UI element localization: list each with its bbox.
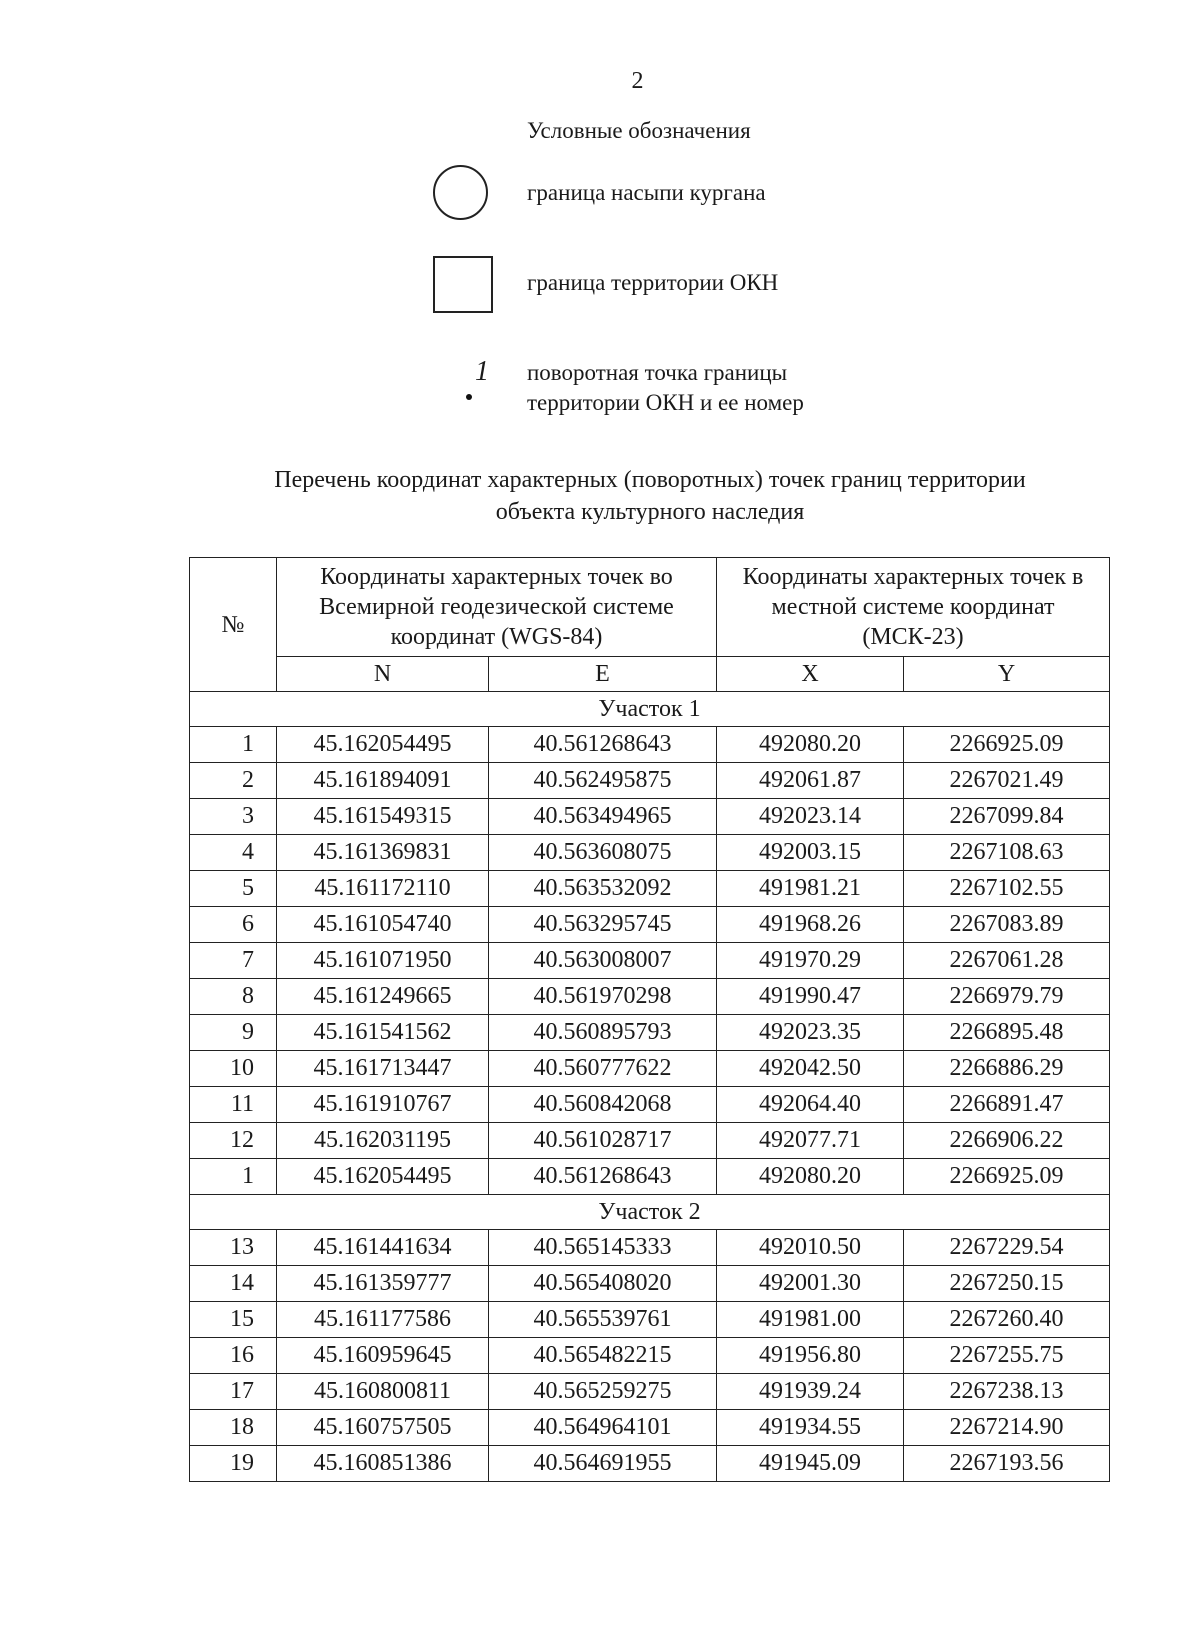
table-row [190, 727, 1110, 763]
wgs-n: 45.160800811 [277, 1374, 489, 1410]
msk-x: 491981.00 [717, 1302, 904, 1338]
wgs-e: 40.565539761 [489, 1302, 717, 1338]
wgs-e: 40.563008007 [489, 943, 717, 979]
msk-y: 2267255.75 [904, 1338, 1110, 1374]
wgs-n: 45.161541562 [277, 1015, 489, 1051]
table-row [190, 979, 1110, 1015]
point-number: 2 [190, 763, 277, 799]
msk-x: 492064.40 [717, 1087, 904, 1123]
header-x: X [717, 657, 904, 692]
wgs-e: 40.565145333 [489, 1230, 717, 1266]
msk-y: 2266906.22 [904, 1123, 1110, 1159]
wgs-n: 45.160851386 [277, 1446, 489, 1482]
msk-x: 492080.20 [717, 1159, 904, 1195]
msk-x: 492080.20 [717, 727, 904, 763]
msk-y: 2266895.48 [904, 1015, 1110, 1051]
msk-x: 491934.55 [717, 1410, 904, 1446]
wgs-e: 40.561028717 [489, 1123, 717, 1159]
table-row [190, 1159, 1110, 1195]
table-row [190, 1374, 1110, 1410]
wgs-e: 40.565259275 [489, 1374, 717, 1410]
table-row [190, 1123, 1110, 1159]
msk-y: 2267099.84 [904, 799, 1110, 835]
turning-point-number: 1 [475, 356, 489, 387]
wgs-n: 45.161177586 [277, 1302, 489, 1338]
wgs-n: 45.161359777 [277, 1266, 489, 1302]
section-2-rows [190, 1230, 1110, 1482]
msk-y: 2267229.54 [904, 1230, 1110, 1266]
wgs-n: 45.161369831 [277, 835, 489, 871]
wgs-n: 45.162054495 [277, 727, 489, 763]
wgs-e: 40.561268643 [489, 1159, 717, 1195]
wgs-n: 45.161549315 [277, 799, 489, 835]
table-row [190, 907, 1110, 943]
msk-x: 491981.21 [717, 871, 904, 907]
legend-point-label-line1: поворотная точка границы [527, 360, 788, 385]
point-number: 14 [190, 1266, 277, 1302]
point-number: 12 [190, 1123, 277, 1159]
msk-y: 2266891.47 [904, 1087, 1110, 1123]
wgs-e: 40.563295745 [489, 907, 717, 943]
msk-y: 2267083.89 [904, 907, 1110, 943]
wgs-e: 40.561268643 [489, 727, 717, 763]
msk-x: 492077.71 [717, 1123, 904, 1159]
point-number: 9 [190, 1015, 277, 1051]
point-number: 10 [190, 1051, 277, 1087]
wgs-n: 45.161071950 [277, 943, 489, 979]
table-row [190, 1446, 1110, 1482]
header-e: E [489, 657, 717, 692]
table-row [190, 1051, 1110, 1087]
header-number: № [190, 558, 277, 692]
msk-y: 2266925.09 [904, 1159, 1110, 1195]
msk-y: 2267250.15 [904, 1266, 1110, 1302]
point-number: 1 [190, 1159, 277, 1195]
msk-y: 2266925.09 [904, 727, 1110, 763]
point-number: 3 [190, 799, 277, 835]
legend-point-label-line2: территории ОКН и ее номер [527, 390, 804, 415]
msk-x: 492010.50 [717, 1230, 904, 1266]
msk-x: 491968.26 [717, 907, 904, 943]
header-y: Y [904, 657, 1110, 692]
point-number: 8 [190, 979, 277, 1015]
msk-y: 2267193.56 [904, 1446, 1110, 1482]
point-number: 16 [190, 1338, 277, 1374]
legend-circle-label: граница насыпи кургана [527, 180, 766, 205]
wgs-e: 40.564691955 [489, 1446, 717, 1482]
msk-y: 2267260.40 [904, 1302, 1110, 1338]
msk-y: 2267214.90 [904, 1410, 1110, 1446]
header-n: N [277, 657, 489, 692]
table-row [190, 1302, 1110, 1338]
msk-x: 491990.47 [717, 979, 904, 1015]
msk-y: 2266979.79 [904, 979, 1110, 1015]
header-wgs84: Координаты характерных точек во Всемирной геодезической системе координат (WGS-84) [277, 558, 717, 657]
wgs-n: 45.161441634 [277, 1230, 489, 1266]
table-row [190, 835, 1110, 871]
table-row [190, 1410, 1110, 1446]
table-row [190, 1266, 1110, 1302]
msk-x: 492003.15 [717, 835, 904, 871]
wgs-e: 40.563532092 [489, 871, 717, 907]
wgs-e: 40.565482215 [489, 1338, 717, 1374]
wgs-n: 45.162031195 [277, 1123, 489, 1159]
wgs-e: 40.565408020 [489, 1266, 717, 1302]
msk-x: 492023.35 [717, 1015, 904, 1051]
wgs-n: 45.161894091 [277, 763, 489, 799]
table-row [190, 799, 1110, 835]
point-number: 11 [190, 1087, 277, 1123]
point-number: 5 [190, 871, 277, 907]
table-row [190, 763, 1110, 799]
point-number: 15 [190, 1302, 277, 1338]
msk-x: 491945.09 [717, 1446, 904, 1482]
point-number: 7 [190, 943, 277, 979]
wgs-e: 40.560777622 [489, 1051, 717, 1087]
msk-x: 492042.50 [717, 1051, 904, 1087]
table-row [190, 1015, 1110, 1051]
legend-point-label [527, 358, 804, 418]
coordinates-table [189, 557, 1110, 1482]
wgs-e: 40.563494965 [489, 799, 717, 835]
msk-y: 2267021.49 [904, 763, 1110, 799]
wgs-n: 45.161713447 [277, 1051, 489, 1087]
section-1-rows [190, 727, 1110, 1195]
territory-boundary-square-icon [433, 256, 493, 313]
turning-point-icon [458, 356, 498, 406]
table-row [190, 1230, 1110, 1266]
wgs-e: 40.561970298 [489, 979, 717, 1015]
msk-y: 2267108.63 [904, 835, 1110, 871]
wgs-n: 45.160959645 [277, 1338, 489, 1374]
wgs-e: 40.560842068 [489, 1087, 717, 1123]
coordinates-list-title [150, 464, 1150, 528]
msk-x: 492001.30 [717, 1266, 904, 1302]
page-number: 2 [631, 68, 644, 94]
section-1-label: Участок 1 [190, 692, 1110, 727]
wgs-n: 45.161910767 [277, 1087, 489, 1123]
point-number: 6 [190, 907, 277, 943]
point-number: 19 [190, 1446, 277, 1482]
wgs-n: 45.161249665 [277, 979, 489, 1015]
wgs-e: 40.563608075 [489, 835, 717, 871]
wgs-e: 40.564964101 [489, 1410, 717, 1446]
msk-y: 2266886.29 [904, 1051, 1110, 1087]
list-title-line2: объекта культурного наследия [495, 499, 805, 525]
list-title-line1: Перечень координат характерных (поворотных) точек границ территории [274, 467, 1026, 493]
table-row [190, 871, 1110, 907]
header-msk23: Координаты характерных точек в местной системе координат (МСК-23) [717, 558, 1110, 657]
msk-x: 492061.87 [717, 763, 904, 799]
mound-boundary-circle-icon [433, 165, 488, 220]
msk-y: 2267102.55 [904, 871, 1110, 907]
turning-point-dot [466, 394, 472, 400]
wgs-e: 40.560895793 [489, 1015, 717, 1051]
wgs-e: 40.562495875 [489, 763, 717, 799]
point-number: 18 [190, 1410, 277, 1446]
table-row [190, 1087, 1110, 1123]
msk-x: 491939.24 [717, 1374, 904, 1410]
wgs-n: 45.161054740 [277, 907, 489, 943]
wgs-n: 45.160757505 [277, 1410, 489, 1446]
table-row [190, 1338, 1110, 1374]
section-2-label: Участок 2 [190, 1195, 1110, 1230]
point-number: 17 [190, 1374, 277, 1410]
point-number: 4 [190, 835, 277, 871]
msk-x: 491970.29 [717, 943, 904, 979]
wgs-n: 45.161172110 [277, 871, 489, 907]
point-number: 1 [190, 727, 277, 763]
point-number: 13 [190, 1230, 277, 1266]
legend-title: Условные обозначения [527, 118, 751, 143]
msk-x: 492023.14 [717, 799, 904, 835]
msk-x: 491956.80 [717, 1338, 904, 1374]
msk-y: 2267061.28 [904, 943, 1110, 979]
msk-y: 2267238.13 [904, 1374, 1110, 1410]
wgs-n: 45.162054495 [277, 1159, 489, 1195]
table-row [190, 943, 1110, 979]
legend-square-label: граница территории ОКН [527, 270, 779, 295]
